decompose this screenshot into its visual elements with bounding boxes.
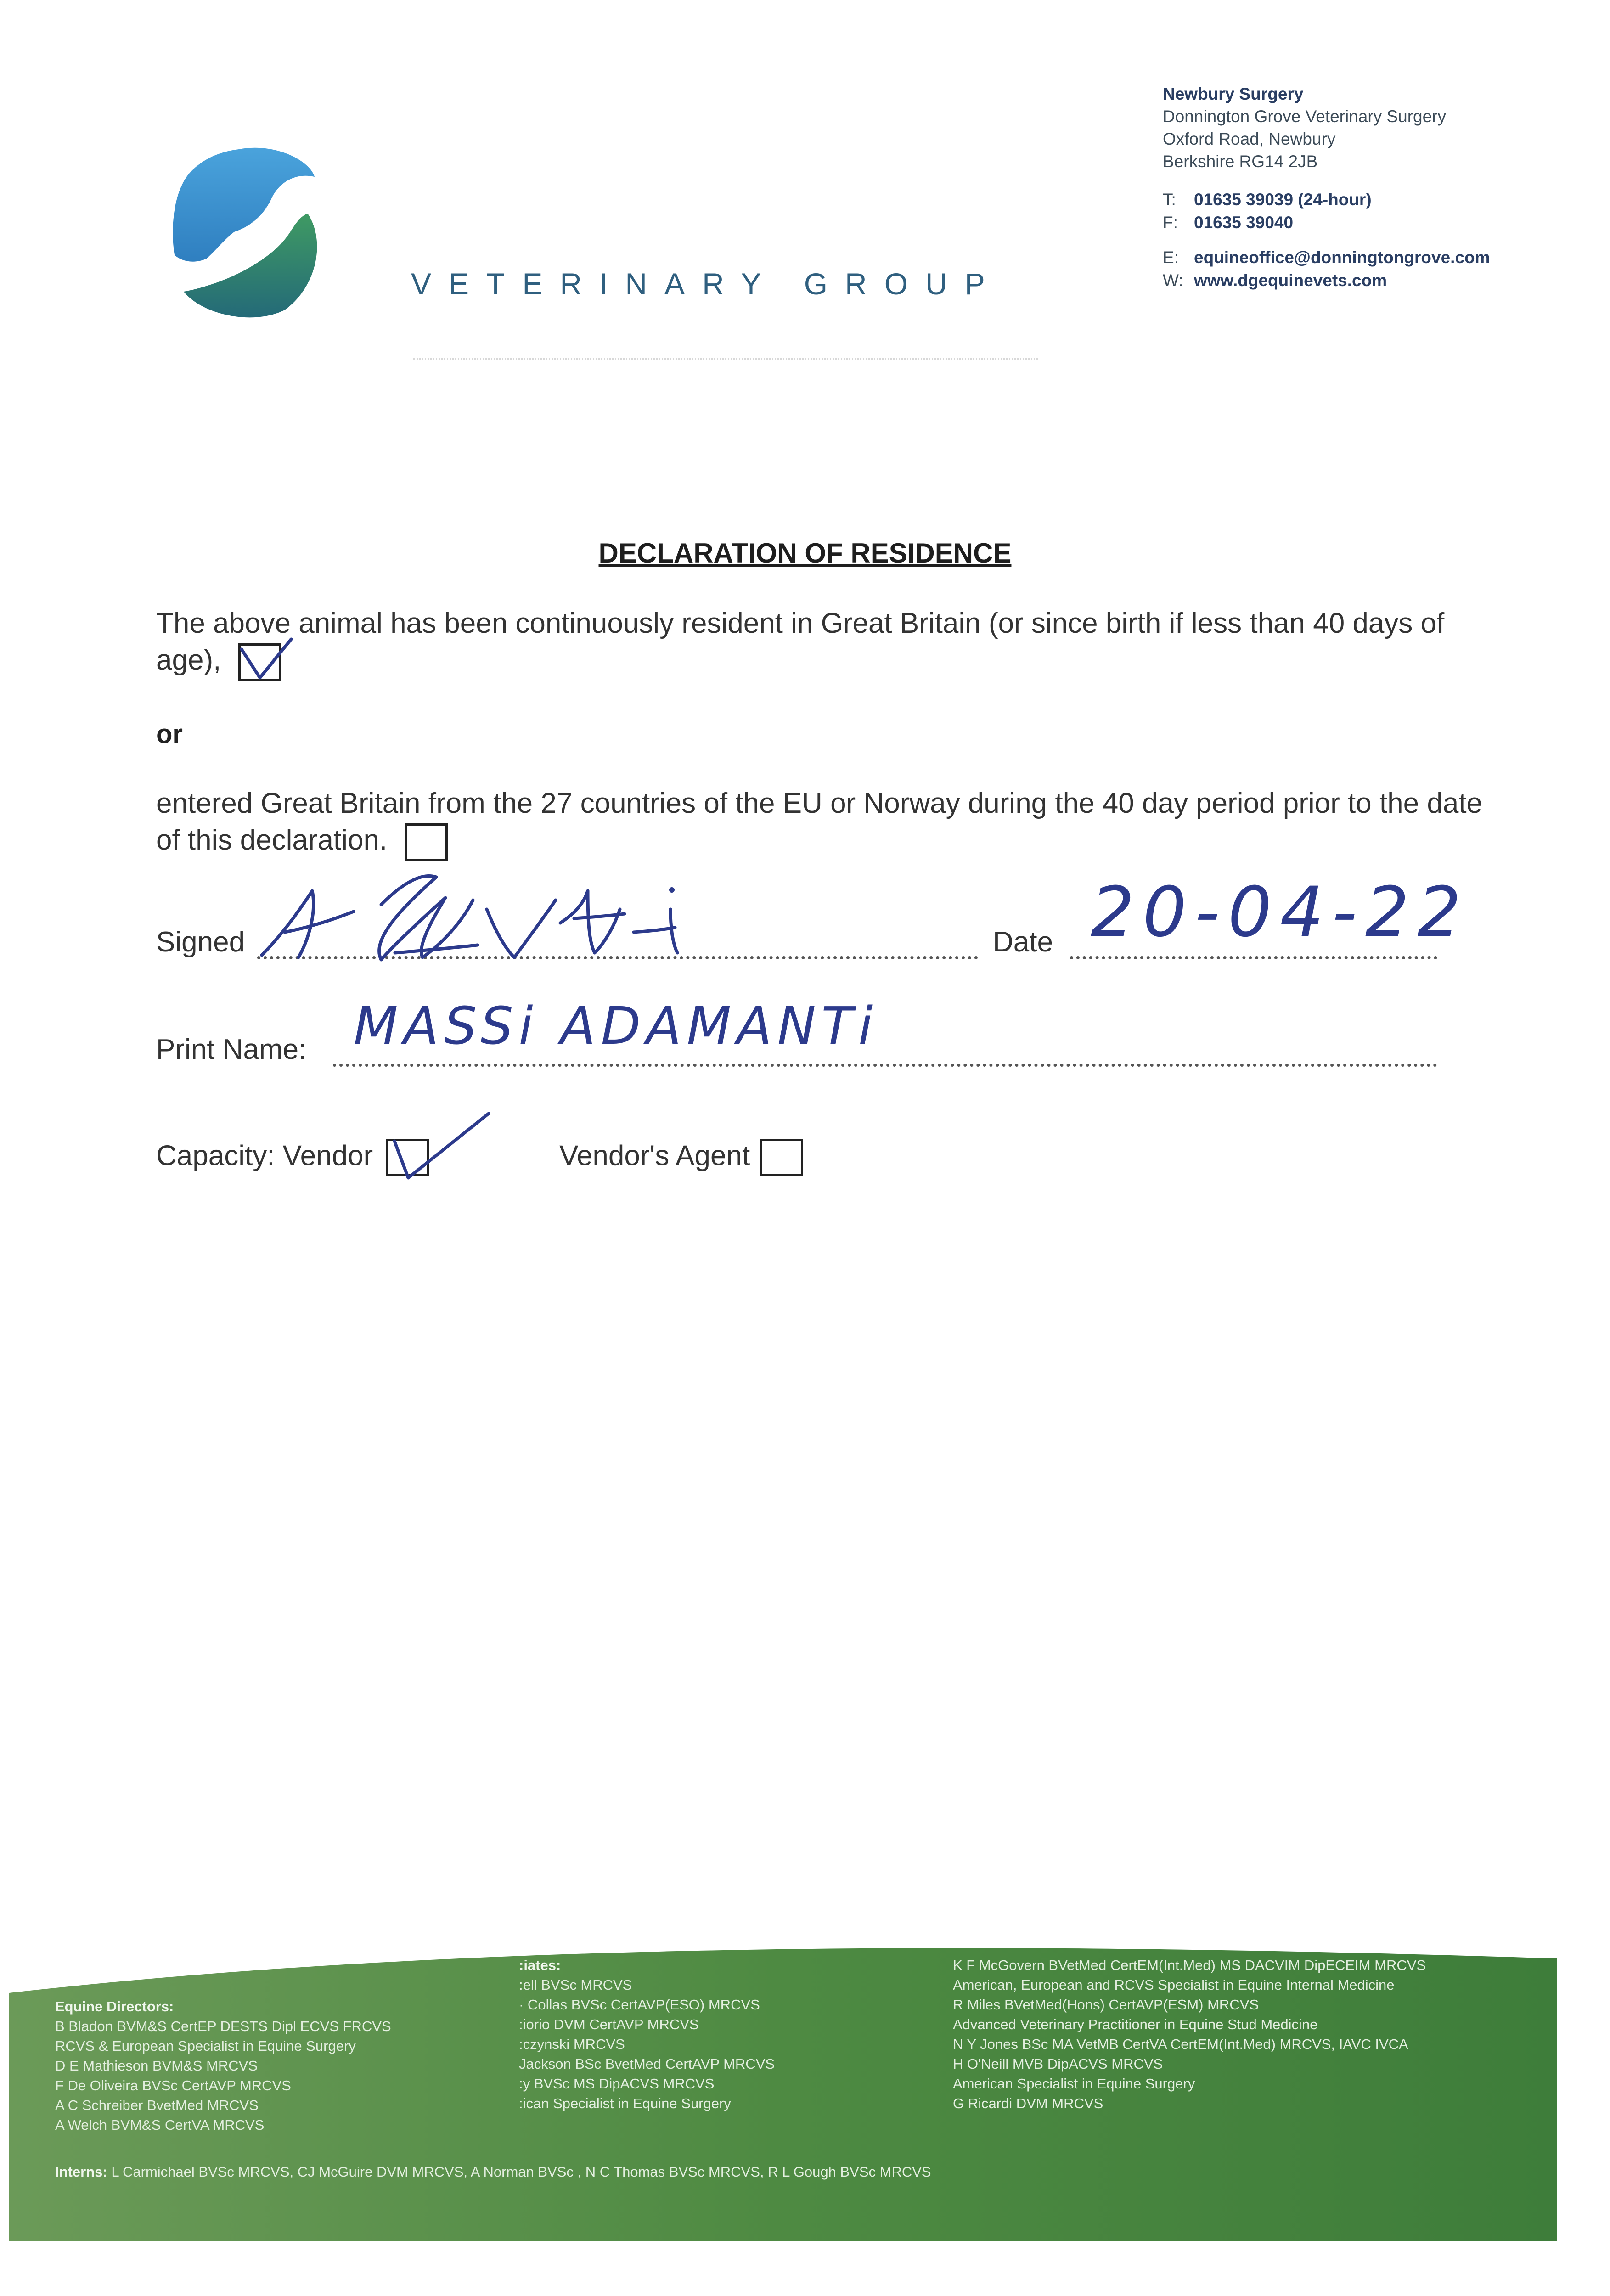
director-entry: A C Schreiber BvetMed MRCVS	[55, 2097, 259, 2113]
print-name-line	[333, 1064, 1437, 1067]
vendor-agent-checkbox[interactable]	[760, 1139, 803, 1176]
or-label: or	[156, 719, 183, 749]
director-entry: B Bladon BVM&S CertEP DESTS Dipl ECVS FRCVS	[55, 2018, 391, 2034]
fax-label: F:	[1163, 213, 1178, 232]
associate-entry: :iorio DVM CertAVP MRCVS	[519, 2016, 699, 2032]
capacity-agent	[559, 1139, 803, 1176]
address-line: Berkshire RG14 2JB	[1163, 152, 1318, 171]
associate-entry: K F McGovern BVetMed CertEM(Int.Med) MS DACVIM DipECEIM MRCVS	[953, 1957, 1426, 1973]
capacity-vendor	[156, 1139, 429, 1176]
email-address[interactable]: equineoffice@donningtongrove.com	[1194, 248, 1490, 267]
date-value[interactable]: 20-04-22	[1091, 872, 1469, 952]
address-line: Donnington Grove Veterinary Surgery	[1163, 107, 1447, 126]
website-label: W:	[1163, 271, 1183, 290]
telephone-number: 01635 39039 (24-hour)	[1194, 190, 1372, 209]
director-entry: F De Oliveira BVSc CertAVP MRCVS	[55, 2077, 291, 2093]
associate-entry: G Ricardi DVM MRCVS	[953, 2095, 1103, 2111]
associate-entry: N Y Jones BSc MA VetMB CertVA CertEM(Int.Med) MRCVS, IAVC IVCA	[953, 2036, 1408, 2052]
directors-heading: Equine Directors:	[55, 1998, 174, 2015]
contact-details	[1163, 188, 1490, 292]
interns-list: L Carmichael BVSc MRCVS, CJ McGuire DVM MRCVS, A Norman BVSc , N C Thomas BVSc MRCVS, R L Gough BVSc MRCVS	[111, 2164, 931, 2180]
associates	[519, 1955, 775, 2113]
statement-entered	[156, 785, 1488, 861]
email-label: E:	[1163, 248, 1179, 267]
address-line: Oxford Road, Newbury	[1163, 129, 1336, 148]
print-name-label: Print Name:	[156, 1034, 307, 1065]
handwritten-tick-icon	[385, 1109, 495, 1182]
handwritten-signature[interactable]	[257, 863, 785, 974]
associate-entry: Advanced Veterinary Practitioner in Equine Stud Medicine	[953, 2016, 1318, 2032]
header-divider	[413, 358, 1038, 360]
email-row	[1163, 246, 1490, 269]
print-name-value[interactable]: MASSi ADAMANTi	[354, 996, 878, 1056]
vendor-checkbox[interactable]	[386, 1139, 429, 1176]
entered-checkbox[interactable]	[405, 823, 448, 861]
associate-entry: R Miles BVetMed(Hons) CertAVP(ESM) MRCVS	[953, 1997, 1259, 2013]
surgery-title: Newbury Surgery	[1163, 84, 1304, 103]
handwritten-tick-icon	[236, 636, 296, 691]
telephone-row	[1163, 188, 1490, 211]
director-entry: D E Mathieson BVM&S MRCVS	[55, 2058, 258, 2074]
statement-resident-text: The above animal has been continuously resident in Great Britain (or since birth if less than 40 days of age),	[156, 608, 1445, 676]
capacity-vendor-label: Capacity: Vendor	[156, 1140, 373, 1172]
associate-entry: :ican Specialist in Equine Surgery	[519, 2095, 731, 2111]
statement-entered-text: entered Great Britain from the 27 countries of the EU or Norway during the 40 day period prior to the date of this declaration.	[156, 788, 1483, 856]
interns-label: Interns:	[55, 2164, 107, 2180]
equine-directors	[55, 1997, 391, 2135]
date-label: Date	[993, 926, 1053, 958]
fax-row	[1163, 211, 1490, 234]
associate-entry: American Specialist in Equine Surgery	[953, 2076, 1195, 2092]
document-title: DECLARATION OF RESIDENCE	[598, 538, 1012, 568]
group-name: VETERINARY GROUP	[411, 267, 1002, 301]
fax-number: 01635 39040	[1194, 213, 1294, 232]
resident-checkbox[interactable]	[238, 643, 281, 681]
associate-entry: :czynski MRCVS	[519, 2036, 625, 2052]
associates-continued	[953, 1955, 1426, 2113]
associate-entry: Jackson BSc BvetMed CertAVP MRCVS	[519, 2056, 775, 2072]
telephone-label: T:	[1163, 190, 1176, 209]
website-row	[1163, 269, 1490, 292]
surgery-address	[1163, 83, 1446, 173]
associate-entry: · Collas BVSc CertAVP(ESO) MRCVS	[519, 1997, 760, 2013]
signed-label: Signed	[156, 926, 245, 958]
interns	[55, 2162, 931, 2182]
vendor-agent-label: Vendor's Agent	[559, 1140, 750, 1172]
veterinary-group-logo	[170, 140, 340, 321]
associate-entry: :ell BVSc MRCVS	[519, 1977, 632, 1993]
associate-entry: H O'Neill MVB DipACVS MRCVS	[953, 2056, 1163, 2072]
director-entry: A Welch BVM&S CertVA MRCVS	[55, 2117, 265, 2133]
statement-resident	[156, 605, 1488, 681]
associates-heading: :iates:	[519, 1957, 561, 1973]
website-link[interactable]: www.dgequinevets.com	[1194, 271, 1387, 290]
associate-entry: :y BVSc MS DipACVS MRCVS	[519, 2076, 715, 2092]
date-line	[1070, 956, 1437, 959]
associate-entry: American, European and RCVS Specialist in Equine Internal Medicine	[953, 1977, 1395, 1993]
director-entry: RCVS & European Specialist in Equine Surgery	[55, 2038, 356, 2054]
